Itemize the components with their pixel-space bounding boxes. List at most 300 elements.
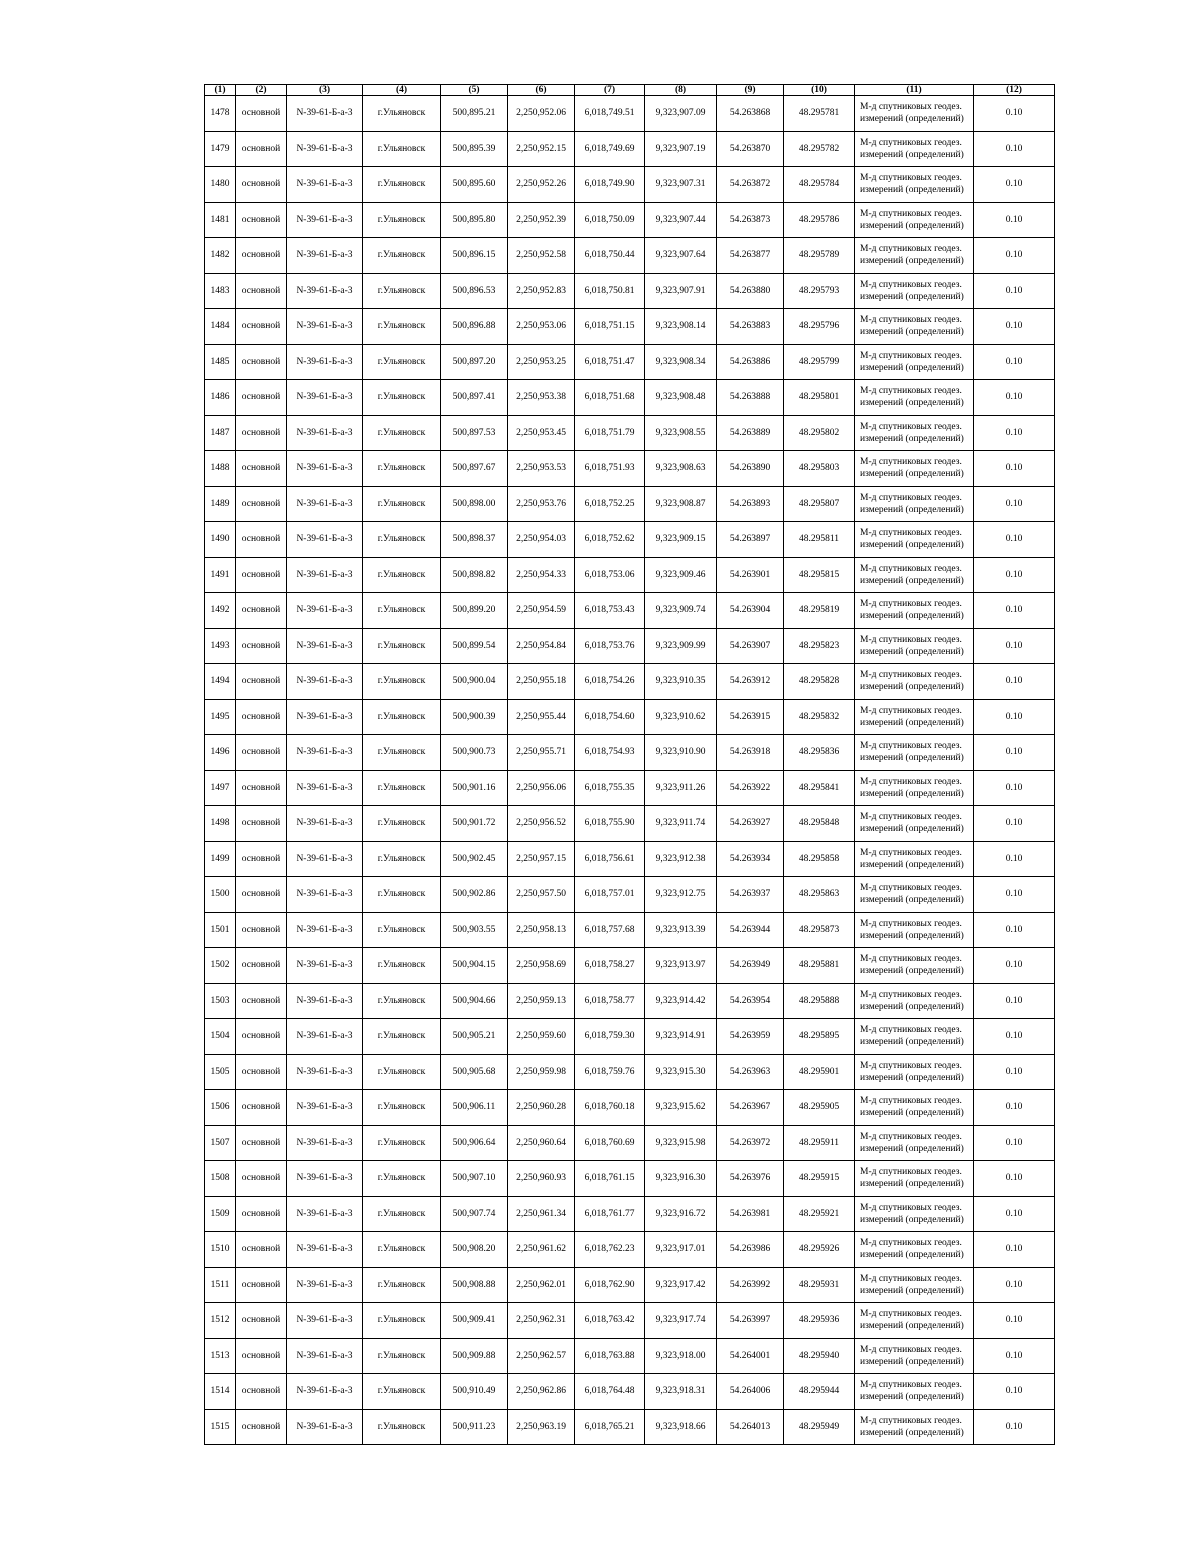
point-type-cell: основной	[236, 415, 287, 451]
point-number-cell: 1495	[205, 699, 236, 735]
point-type-cell: основной	[236, 451, 287, 487]
sheet-nomenclature-cell: N-39-61-Б-а-3	[287, 344, 363, 380]
table-row	[205, 770, 1055, 806]
sheet-nomenclature-cell: N-39-61-Б-а-3	[287, 202, 363, 238]
method-cell: М-д спутниковых геодез. измерений (определений)	[855, 131, 974, 167]
coord-y-cell: 9,323,911.26	[645, 770, 717, 806]
accuracy-cell: 0.10	[974, 1161, 1055, 1197]
coord-y-msk-cell: 2,250,952.26	[508, 167, 575, 203]
longitude-cell: 48.295931	[784, 1267, 855, 1303]
coord-x-cell: 6,018,765.21	[575, 1409, 645, 1445]
method-cell: М-д спутниковых геодез. измерений (определений)	[855, 451, 974, 487]
coord-y-msk-cell: 2,250,962.57	[508, 1338, 575, 1374]
column-header: (11)	[855, 85, 974, 96]
sheet-nomenclature-cell: N-39-61-Б-а-3	[287, 699, 363, 735]
longitude-cell: 48.295940	[784, 1338, 855, 1374]
coord-y-cell: 9,323,907.91	[645, 273, 717, 309]
accuracy-cell: 0.10	[974, 1090, 1055, 1126]
method-cell: М-д спутниковых геодез. измерений (определений)	[855, 1303, 974, 1339]
longitude-cell: 48.295926	[784, 1232, 855, 1268]
coord-y-cell: 9,323,907.09	[645, 96, 717, 132]
method-cell: М-д спутниковых геодез. измерений (определений)	[855, 948, 974, 984]
coord-x-msk-cell: 500,896.15	[441, 238, 508, 274]
sheet-nomenclature-cell: N-39-61-Б-а-3	[287, 1374, 363, 1410]
locality-cell: г.Ульяновск	[363, 451, 441, 487]
locality-cell: г.Ульяновск	[363, 1303, 441, 1339]
coord-x-cell: 6,018,749.69	[575, 131, 645, 167]
point-number-cell: 1511	[205, 1267, 236, 1303]
coord-x-cell: 6,018,758.77	[575, 983, 645, 1019]
method-cell: М-д спутниковых геодез. измерений (определений)	[855, 1196, 974, 1232]
accuracy-cell: 0.10	[974, 841, 1055, 877]
method-cell: М-д спутниковых геодез. измерений (определений)	[855, 309, 974, 345]
coord-y-cell: 9,323,910.35	[645, 664, 717, 700]
longitude-cell: 48.295936	[784, 1303, 855, 1339]
locality-cell: г.Ульяновск	[363, 238, 441, 274]
coord-x-cell: 6,018,764.48	[575, 1374, 645, 1410]
latitude-cell: 54.263907	[717, 628, 784, 664]
point-number-cell: 1481	[205, 202, 236, 238]
table-row	[205, 593, 1055, 629]
point-type-cell: основной	[236, 1125, 287, 1161]
sheet-nomenclature-cell: N-39-61-Б-а-3	[287, 983, 363, 1019]
method-cell: М-д спутниковых геодез. измерений (определений)	[855, 1338, 974, 1374]
coord-x-msk-cell: 500,908.88	[441, 1267, 508, 1303]
table-row	[205, 735, 1055, 771]
method-cell: М-д спутниковых геодез. измерений (определений)	[855, 983, 974, 1019]
coord-y-cell: 9,323,907.44	[645, 202, 717, 238]
accuracy-cell: 0.10	[974, 309, 1055, 345]
point-number-cell: 1508	[205, 1161, 236, 1197]
point-type-cell: основной	[236, 131, 287, 167]
locality-cell: г.Ульяновск	[363, 877, 441, 913]
accuracy-cell: 0.10	[974, 1409, 1055, 1445]
coord-x-msk-cell: 500,904.15	[441, 948, 508, 984]
coord-x-msk-cell: 500,899.20	[441, 593, 508, 629]
coord-x-cell: 6,018,753.76	[575, 628, 645, 664]
method-cell: М-д спутниковых геодез. измерений (определений)	[855, 912, 974, 948]
point-number-cell: 1485	[205, 344, 236, 380]
coord-x-msk-cell: 500,905.21	[441, 1019, 508, 1055]
table-row	[205, 415, 1055, 451]
accuracy-cell: 0.10	[974, 1303, 1055, 1339]
latitude-cell: 54.263873	[717, 202, 784, 238]
locality-cell: г.Ульяновск	[363, 557, 441, 593]
coord-y-cell: 9,323,909.46	[645, 557, 717, 593]
point-type-cell: основной	[236, 699, 287, 735]
sheet-nomenclature-cell: N-39-61-Б-а-3	[287, 593, 363, 629]
table-row	[205, 877, 1055, 913]
coord-y-msk-cell: 2,250,953.25	[508, 344, 575, 380]
locality-cell: г.Ульяновск	[363, 806, 441, 842]
table-row	[205, 983, 1055, 1019]
coord-x-msk-cell: 500,900.04	[441, 664, 508, 700]
coord-x-cell: 6,018,749.51	[575, 96, 645, 132]
coord-x-cell: 6,018,752.62	[575, 522, 645, 558]
latitude-cell: 54.263934	[717, 841, 784, 877]
point-number-cell: 1500	[205, 877, 236, 913]
longitude-cell: 48.295921	[784, 1196, 855, 1232]
coord-x-msk-cell: 500,906.11	[441, 1090, 508, 1126]
accuracy-cell: 0.10	[974, 664, 1055, 700]
method-cell: М-д спутниковых геодез. измерений (определений)	[855, 522, 974, 558]
accuracy-cell: 0.10	[974, 131, 1055, 167]
coord-y-msk-cell: 2,250,963.19	[508, 1409, 575, 1445]
longitude-cell: 48.295915	[784, 1161, 855, 1197]
accuracy-cell: 0.10	[974, 806, 1055, 842]
table-row	[205, 1267, 1055, 1303]
column-header: (10)	[784, 85, 855, 96]
column-header: (1)	[205, 85, 236, 96]
coord-y-cell: 9,323,915.30	[645, 1054, 717, 1090]
locality-cell: г.Ульяновск	[363, 522, 441, 558]
table-row	[205, 96, 1055, 132]
method-cell: М-д спутниковых геодез. измерений (определений)	[855, 1019, 974, 1055]
coord-x-cell: 6,018,756.61	[575, 841, 645, 877]
coord-x-msk-cell: 500,902.86	[441, 877, 508, 913]
table-row	[205, 486, 1055, 522]
accuracy-cell: 0.10	[974, 912, 1055, 948]
locality-cell: г.Ульяновск	[363, 1196, 441, 1232]
table-row	[205, 451, 1055, 487]
longitude-cell: 48.295905	[784, 1090, 855, 1126]
point-number-cell: 1510	[205, 1232, 236, 1268]
accuracy-cell: 0.10	[974, 628, 1055, 664]
locality-cell: г.Ульяновск	[363, 1232, 441, 1268]
sheet-nomenclature-cell: N-39-61-Б-а-3	[287, 1125, 363, 1161]
point-type-cell: основной	[236, 1161, 287, 1197]
coord-x-msk-cell: 500,909.88	[441, 1338, 508, 1374]
locality-cell: г.Ульяновск	[363, 948, 441, 984]
table-row	[205, 273, 1055, 309]
locality-cell: г.Ульяновск	[363, 202, 441, 238]
locality-cell: г.Ульяновск	[363, 309, 441, 345]
coord-y-cell: 9,323,915.98	[645, 1125, 717, 1161]
coord-y-msk-cell: 2,250,952.58	[508, 238, 575, 274]
method-cell: М-д спутниковых геодез. измерений (определений)	[855, 841, 974, 877]
coord-x-cell: 6,018,754.60	[575, 699, 645, 735]
coord-x-msk-cell: 500,898.00	[441, 486, 508, 522]
table-row	[205, 131, 1055, 167]
table-row	[205, 841, 1055, 877]
coord-x-cell: 6,018,750.44	[575, 238, 645, 274]
point-number-cell: 1504	[205, 1019, 236, 1055]
table-header-row	[205, 85, 1055, 96]
point-number-cell: 1513	[205, 1338, 236, 1374]
locality-cell: г.Ульяновск	[363, 1090, 441, 1126]
coord-x-cell: 6,018,762.90	[575, 1267, 645, 1303]
coord-y-msk-cell: 2,250,956.52	[508, 806, 575, 842]
point-type-cell: основной	[236, 1338, 287, 1374]
method-cell: М-д спутниковых геодез. измерений (определений)	[855, 557, 974, 593]
coord-y-msk-cell: 2,250,958.69	[508, 948, 575, 984]
point-type-cell: основной	[236, 309, 287, 345]
coord-x-msk-cell: 500,897.20	[441, 344, 508, 380]
longitude-cell: 48.295796	[784, 309, 855, 345]
point-type-cell: основной	[236, 273, 287, 309]
accuracy-cell: 0.10	[974, 699, 1055, 735]
point-type-cell: основной	[236, 522, 287, 558]
coord-y-msk-cell: 2,250,959.13	[508, 983, 575, 1019]
longitude-cell: 48.295848	[784, 806, 855, 842]
table-row	[205, 202, 1055, 238]
sheet-nomenclature-cell: N-39-61-Б-а-3	[287, 1054, 363, 1090]
coord-x-cell: 6,018,757.01	[575, 877, 645, 913]
coord-y-msk-cell: 2,250,954.59	[508, 593, 575, 629]
sheet-nomenclature-cell: N-39-61-Б-а-3	[287, 841, 363, 877]
latitude-cell: 54.263922	[717, 770, 784, 806]
coord-y-msk-cell: 2,250,952.83	[508, 273, 575, 309]
method-cell: М-д спутниковых геодез. измерений (определений)	[855, 344, 974, 380]
accuracy-cell: 0.10	[974, 877, 1055, 913]
coord-y-msk-cell: 2,250,962.86	[508, 1374, 575, 1410]
point-number-cell: 1514	[205, 1374, 236, 1410]
longitude-cell: 48.295873	[784, 912, 855, 948]
coord-x-cell: 6,018,750.81	[575, 273, 645, 309]
point-type-cell: основной	[236, 1090, 287, 1126]
point-type-cell: основной	[236, 202, 287, 238]
method-cell: М-д спутниковых геодез. измерений (определений)	[855, 1374, 974, 1410]
coord-y-cell: 9,323,912.38	[645, 841, 717, 877]
coord-y-cell: 9,323,918.66	[645, 1409, 717, 1445]
coord-y-cell: 9,323,907.19	[645, 131, 717, 167]
method-cell: М-д спутниковых геодез. измерений (определений)	[855, 1161, 974, 1197]
accuracy-cell: 0.10	[974, 770, 1055, 806]
coord-x-cell: 6,018,755.90	[575, 806, 645, 842]
coord-x-msk-cell: 500,907.10	[441, 1161, 508, 1197]
coord-y-msk-cell: 2,250,957.50	[508, 877, 575, 913]
locality-cell: г.Ульяновск	[363, 841, 441, 877]
longitude-cell: 48.295841	[784, 770, 855, 806]
table-row	[205, 628, 1055, 664]
coord-x-cell: 6,018,757.68	[575, 912, 645, 948]
point-number-cell: 1505	[205, 1054, 236, 1090]
point-type-cell: основной	[236, 557, 287, 593]
coord-x-msk-cell: 500,897.67	[441, 451, 508, 487]
coord-x-cell: 6,018,750.09	[575, 202, 645, 238]
coord-x-cell: 6,018,763.42	[575, 1303, 645, 1339]
point-type-cell: основной	[236, 486, 287, 522]
method-cell: М-д спутниковых геодез. измерений (определений)	[855, 1232, 974, 1268]
table-row	[205, 1232, 1055, 1268]
point-number-cell: 1507	[205, 1125, 236, 1161]
accuracy-cell: 0.10	[974, 415, 1055, 451]
coord-y-cell: 9,323,916.30	[645, 1161, 717, 1197]
coord-y-cell: 9,323,913.97	[645, 948, 717, 984]
locality-cell: г.Ульяновск	[363, 486, 441, 522]
latitude-cell: 54.263949	[717, 948, 784, 984]
locality-cell: г.Ульяновск	[363, 344, 441, 380]
coord-y-msk-cell: 2,250,962.31	[508, 1303, 575, 1339]
latitude-cell: 54.263901	[717, 557, 784, 593]
column-header: (5)	[441, 85, 508, 96]
latitude-cell: 54.263889	[717, 415, 784, 451]
sheet-nomenclature-cell: N-39-61-Б-а-3	[287, 380, 363, 416]
point-number-cell: 1480	[205, 167, 236, 203]
point-number-cell: 1502	[205, 948, 236, 984]
longitude-cell: 48.295832	[784, 699, 855, 735]
table-row	[205, 1196, 1055, 1232]
sheet-nomenclature-cell: N-39-61-Б-а-3	[287, 486, 363, 522]
point-type-cell: основной	[236, 841, 287, 877]
accuracy-cell: 0.10	[974, 1232, 1055, 1268]
sheet-nomenclature-cell: N-39-61-Б-а-3	[287, 912, 363, 948]
coord-x-cell: 6,018,762.23	[575, 1232, 645, 1268]
point-number-cell: 1491	[205, 557, 236, 593]
coord-y-msk-cell: 2,250,953.06	[508, 309, 575, 345]
coord-y-msk-cell: 2,250,955.44	[508, 699, 575, 735]
coord-y-msk-cell: 2,250,960.28	[508, 1090, 575, 1126]
point-number-cell: 1499	[205, 841, 236, 877]
coord-y-cell: 9,323,908.87	[645, 486, 717, 522]
point-number-cell: 1484	[205, 309, 236, 345]
method-cell: М-д спутниковых геодез. измерений (определений)	[855, 167, 974, 203]
longitude-cell: 48.295828	[784, 664, 855, 700]
longitude-cell: 48.295836	[784, 735, 855, 771]
point-number-cell: 1494	[205, 664, 236, 700]
coord-y-cell: 9,323,907.64	[645, 238, 717, 274]
coord-y-cell: 9,323,910.62	[645, 699, 717, 735]
longitude-cell: 48.295888	[784, 983, 855, 1019]
point-type-cell: основной	[236, 628, 287, 664]
method-cell: М-д спутниковых геодез. измерений (определений)	[855, 202, 974, 238]
locality-cell: г.Ульяновск	[363, 96, 441, 132]
longitude-cell: 48.295807	[784, 486, 855, 522]
coord-x-msk-cell: 500,901.72	[441, 806, 508, 842]
longitude-cell: 48.295863	[784, 877, 855, 913]
point-number-cell: 1478	[205, 96, 236, 132]
sheet-nomenclature-cell: N-39-61-Б-а-3	[287, 167, 363, 203]
coord-x-cell: 6,018,759.30	[575, 1019, 645, 1055]
coord-x-msk-cell: 500,896.53	[441, 273, 508, 309]
latitude-cell: 54.263870	[717, 131, 784, 167]
accuracy-cell: 0.10	[974, 273, 1055, 309]
accuracy-cell: 0.10	[974, 380, 1055, 416]
coord-x-msk-cell: 500,901.16	[441, 770, 508, 806]
accuracy-cell: 0.10	[974, 593, 1055, 629]
point-number-cell: 1498	[205, 806, 236, 842]
coord-x-cell: 6,018,749.90	[575, 167, 645, 203]
table-body	[205, 96, 1055, 1445]
point-type-cell: основной	[236, 1303, 287, 1339]
method-cell: М-д спутниковых геодез. измерений (определений)	[855, 1054, 974, 1090]
coord-y-cell: 9,323,917.42	[645, 1267, 717, 1303]
longitude-cell: 48.295786	[784, 202, 855, 238]
coord-x-cell: 6,018,752.25	[575, 486, 645, 522]
table-row	[205, 1054, 1055, 1090]
coord-y-cell: 9,323,908.48	[645, 380, 717, 416]
table-row	[205, 1303, 1055, 1339]
point-number-cell: 1496	[205, 735, 236, 771]
point-type-cell: основной	[236, 96, 287, 132]
point-type-cell: основной	[236, 948, 287, 984]
table-row	[205, 344, 1055, 380]
point-number-cell: 1488	[205, 451, 236, 487]
accuracy-cell: 0.10	[974, 1019, 1055, 1055]
sheet-nomenclature-cell: N-39-61-Б-а-3	[287, 238, 363, 274]
locality-cell: г.Ульяновск	[363, 628, 441, 664]
sheet-nomenclature-cell: N-39-61-Б-а-3	[287, 877, 363, 913]
latitude-cell: 54.263888	[717, 380, 784, 416]
coord-x-msk-cell: 500,900.39	[441, 699, 508, 735]
coord-x-cell: 6,018,755.35	[575, 770, 645, 806]
coord-y-msk-cell: 2,250,954.03	[508, 522, 575, 558]
coord-y-msk-cell: 2,250,952.06	[508, 96, 575, 132]
accuracy-cell: 0.10	[974, 948, 1055, 984]
latitude-cell: 54.263959	[717, 1019, 784, 1055]
longitude-cell: 48.295802	[784, 415, 855, 451]
coord-y-cell: 9,323,917.01	[645, 1232, 717, 1268]
latitude-cell: 54.263963	[717, 1054, 784, 1090]
latitude-cell: 54.263986	[717, 1232, 784, 1268]
coord-y-msk-cell: 2,250,956.06	[508, 770, 575, 806]
point-type-cell: основной	[236, 380, 287, 416]
coord-y-msk-cell: 2,250,962.01	[508, 1267, 575, 1303]
method-cell: М-д спутниковых геодез. измерений (определений)	[855, 699, 974, 735]
table-row	[205, 664, 1055, 700]
method-cell: М-д спутниковых геодез. измерений (определений)	[855, 735, 974, 771]
latitude-cell: 54.263981	[717, 1196, 784, 1232]
coord-x-msk-cell: 500,906.64	[441, 1125, 508, 1161]
longitude-cell: 48.295801	[784, 380, 855, 416]
locality-cell: г.Ульяновск	[363, 983, 441, 1019]
coord-x-msk-cell: 500,900.73	[441, 735, 508, 771]
sheet-nomenclature-cell: N-39-61-Б-а-3	[287, 309, 363, 345]
accuracy-cell: 0.10	[974, 1054, 1055, 1090]
point-number-cell: 1509	[205, 1196, 236, 1232]
coord-y-msk-cell: 2,250,955.18	[508, 664, 575, 700]
method-cell: М-д спутниковых геодез. измерений (определений)	[855, 273, 974, 309]
sheet-nomenclature-cell: N-39-61-Б-а-3	[287, 1338, 363, 1374]
latitude-cell: 54.263927	[717, 806, 784, 842]
latitude-cell: 54.263886	[717, 344, 784, 380]
coord-x-cell: 6,018,761.15	[575, 1161, 645, 1197]
coord-x-cell: 6,018,759.76	[575, 1054, 645, 1090]
locality-cell: г.Ульяновск	[363, 1338, 441, 1374]
coord-x-cell: 6,018,754.26	[575, 664, 645, 700]
latitude-cell: 54.263893	[717, 486, 784, 522]
table-row	[205, 1409, 1055, 1445]
point-number-cell: 1501	[205, 912, 236, 948]
table-row	[205, 1374, 1055, 1410]
locality-cell: г.Ульяновск	[363, 1374, 441, 1410]
sheet-nomenclature-cell: N-39-61-Б-а-3	[287, 1196, 363, 1232]
coord-x-msk-cell: 500,911.23	[441, 1409, 508, 1445]
table-row	[205, 806, 1055, 842]
point-type-cell: основной	[236, 593, 287, 629]
longitude-cell: 48.295881	[784, 948, 855, 984]
accuracy-cell: 0.10	[974, 344, 1055, 380]
locality-cell: г.Ульяновск	[363, 1161, 441, 1197]
coord-x-cell: 6,018,753.43	[575, 593, 645, 629]
longitude-cell: 48.295895	[784, 1019, 855, 1055]
coord-y-cell: 9,323,914.42	[645, 983, 717, 1019]
latitude-cell: 54.263904	[717, 593, 784, 629]
coord-x-msk-cell: 500,903.55	[441, 912, 508, 948]
column-header: (12)	[974, 85, 1055, 96]
method-cell: М-д спутниковых геодез. измерений (определений)	[855, 486, 974, 522]
table-row	[205, 1019, 1055, 1055]
point-number-cell: 1486	[205, 380, 236, 416]
locality-cell: г.Ульяновск	[363, 1267, 441, 1303]
coord-x-msk-cell: 500,898.82	[441, 557, 508, 593]
latitude-cell: 54.263918	[717, 735, 784, 771]
point-type-cell: основной	[236, 664, 287, 700]
coord-y-msk-cell: 2,250,959.98	[508, 1054, 575, 1090]
coord-y-msk-cell: 2,250,953.76	[508, 486, 575, 522]
locality-cell: г.Ульяновск	[363, 770, 441, 806]
sheet-nomenclature-cell: N-39-61-Б-а-3	[287, 664, 363, 700]
